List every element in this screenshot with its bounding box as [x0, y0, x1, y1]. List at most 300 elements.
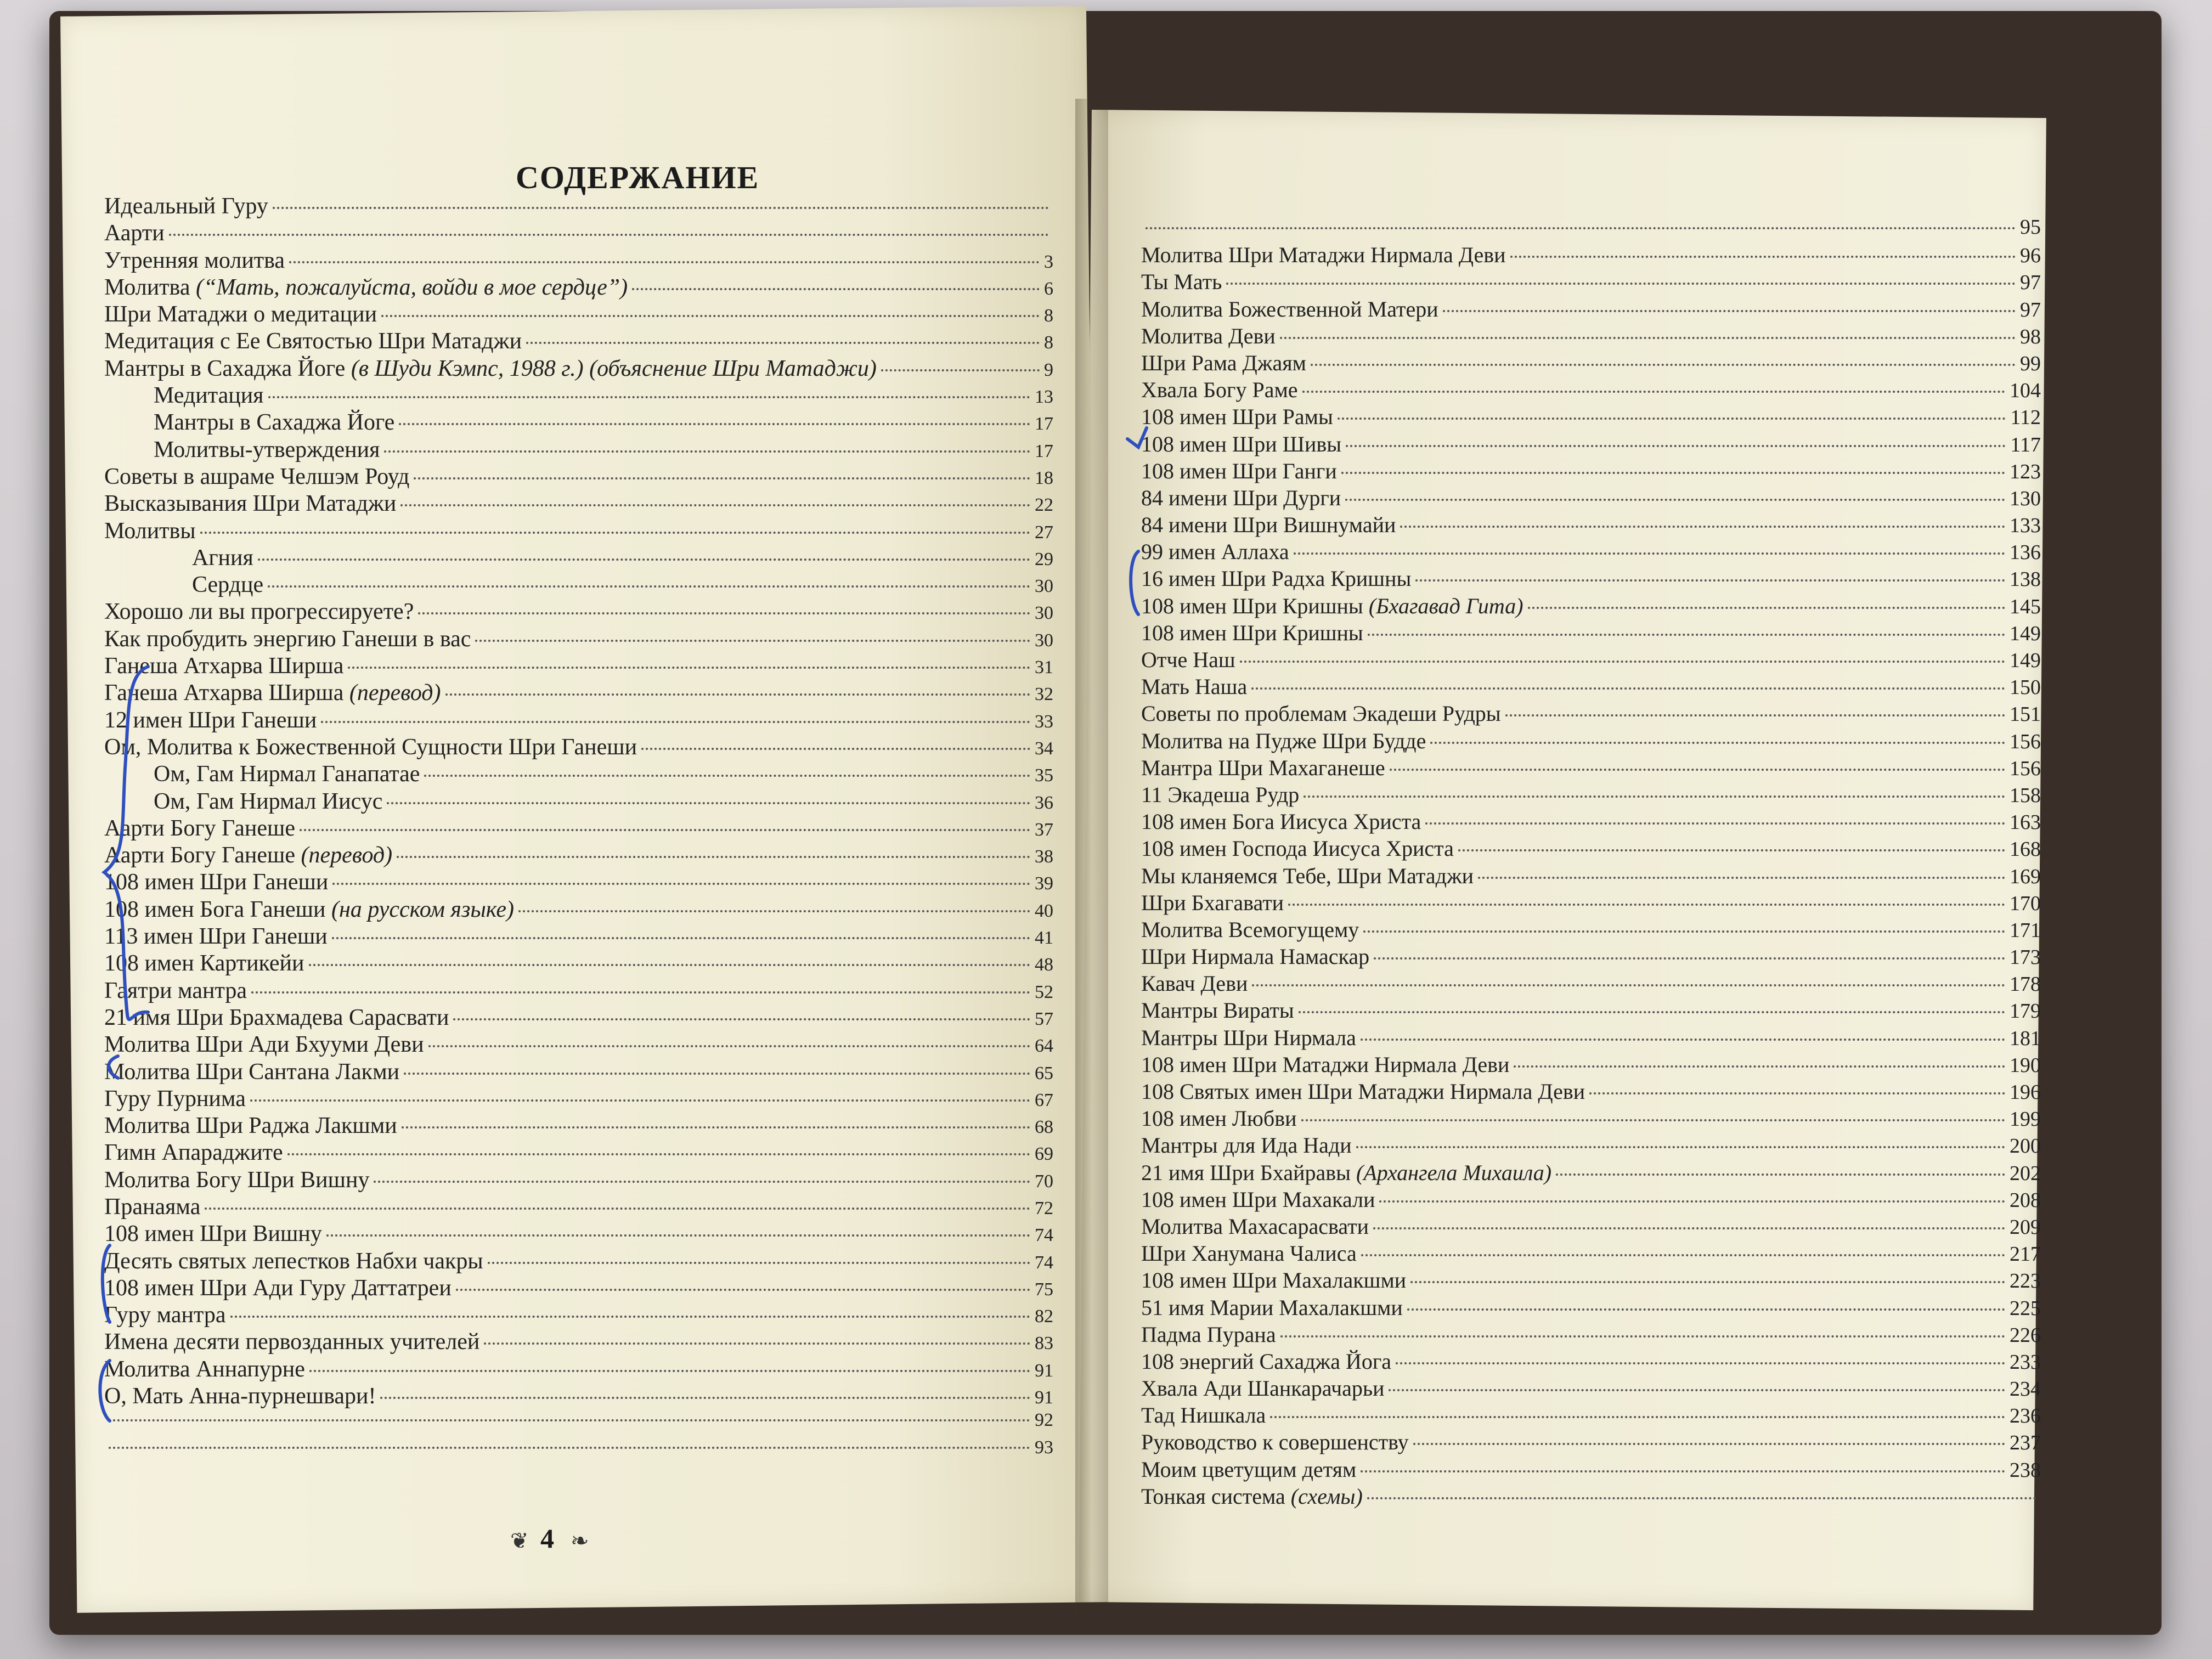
toc-entry-title: [104, 1302, 226, 1328]
toc-entry: [104, 1059, 1053, 1086]
toc-entry-page: 91: [1035, 1387, 1053, 1408]
toc-leader-dots: [1514, 1065, 2005, 1068]
toc-entry-title-text: Пранаяма: [104, 1194, 201, 1220]
toc-leader-dots: [1240, 661, 2005, 663]
toc-entry-page: 158: [2010, 783, 2041, 807]
toc-leader-dots: [1252, 984, 2005, 986]
toc-entry-title: [104, 599, 414, 625]
toc-entry: [1141, 782, 2041, 809]
toc-leader-dots: [1367, 1497, 2036, 1499]
toc-entry-title-text: Гуру Пурнима: [104, 1086, 246, 1111]
toc-entry-title-text: Шри Бхагавати: [1141, 890, 1284, 915]
toc-entry-page: 39: [1035, 873, 1053, 894]
toc-leader-dots: [348, 667, 1030, 669]
toc-leader-dots: [1458, 849, 2005, 851]
toc-entry-title-text: 84 имени Шри Вишнумайи: [1141, 512, 1396, 538]
toc-entry-title: [1141, 593, 1523, 619]
toc-entry-title: [1141, 512, 1396, 538]
toc-entry-page: 41: [1035, 928, 1053, 949]
toc-entry-page: 151: [2010, 703, 2041, 726]
toc-entry-page: 93: [1035, 1437, 1053, 1458]
toc-leader-dots: [1425, 822, 2005, 825]
toc-leader-dots: [1356, 1146, 2005, 1148]
toc-leader-dots: [251, 991, 1030, 994]
toc-entry-page: 17: [1035, 441, 1053, 461]
toc-entry-page: 40: [1035, 900, 1053, 921]
toc-leader-dots: [381, 315, 1040, 317]
toc-entry-title-text: 108 имен Любви: [1141, 1106, 1297, 1131]
toc-entry-page: 74: [1035, 1252, 1053, 1273]
toc-leader-dots: [332, 937, 1030, 939]
toc-entry-title: [1141, 1160, 1551, 1186]
toc-entry-page: 96: [2020, 244, 2041, 268]
toc-entry: [1141, 485, 2041, 512]
toc-entry-title-text: Мантры в Сахаджа Йоге: [154, 410, 395, 436]
toc-entry-title-text: Агния: [192, 545, 253, 571]
toc-entry: [1141, 1079, 2041, 1105]
toc-entry-title: [1141, 997, 1294, 1023]
toc-entry-page: 34: [1035, 738, 1053, 759]
toc-entry: [1141, 1375, 2041, 1402]
toc-entry-title-text: Молитва Шри Ади Бхууми Деви: [104, 1032, 424, 1058]
toc-leader-dots: [1280, 337, 2016, 339]
toc-entry-title: [104, 950, 304, 977]
toc-leader-dots: [321, 721, 1030, 723]
toc-entry-title: [104, 653, 343, 679]
toc-entry-page: 75: [1035, 1279, 1053, 1300]
toc-entry-page: 171: [2010, 918, 2041, 942]
toc-leader-dots: [169, 234, 1049, 236]
toc-leader-dots: [1280, 1335, 2005, 1338]
toc-entry-note: (перевод): [349, 680, 441, 706]
toc-entry-page: 234: [2010, 1378, 2041, 1401]
toc-entry-title-text: Падма Пурана: [1141, 1322, 1276, 1347]
toc-entry-title-text: Советы по проблемам Экадеши Рудры: [1141, 701, 1501, 726]
toc-leader-dots: [1288, 904, 2005, 906]
toc-entry-page: 33: [1035, 711, 1053, 732]
toc-entry-page: 17: [1035, 414, 1053, 435]
toc-entry-title-text: 108 имен Шри Махакали: [1141, 1187, 1375, 1212]
toc-leader-dots: [1478, 877, 2005, 879]
toc-entry-title: [1141, 1025, 1356, 1051]
toc-entry-title-text: Шри Нирмала Намаскар: [1141, 944, 1370, 969]
toc-entry: [104, 815, 1053, 842]
toc-entry-note: (на русском языке): [331, 896, 515, 922]
toc-entry-title: [104, 274, 628, 301]
toc-entry-page: 209: [2010, 1215, 2041, 1239]
toc-entry-title: [104, 1221, 322, 1247]
toc-entry-title-text: Идеальный Гуру: [104, 194, 268, 219]
toc-entry: [104, 1086, 1053, 1113]
toc-entry-title: [104, 1031, 424, 1058]
toc-leader-dots: [632, 288, 1040, 290]
toc-leader-dots: [414, 477, 1030, 479]
toc-leader-dots: [881, 369, 1040, 371]
toc-entry-note: (схемы): [1290, 1483, 1363, 1509]
toc-entry-title: [1141, 755, 1385, 781]
toc-entry: [1141, 1105, 2041, 1132]
toc-entry-title: [104, 978, 247, 1004]
toc-entry-title: [1141, 323, 1276, 349]
toc-entry-title-text: Шри Ханумана Чалиса: [1141, 1241, 1357, 1266]
toc-entry-title-text: Аарти: [104, 221, 165, 246]
toc-entry-page: 32: [1035, 684, 1053, 705]
toc-entry-title: [104, 220, 165, 246]
toc-entry-title: [1141, 350, 1306, 376]
toc-entry: [1141, 620, 2041, 647]
toc-leader-dots: [1400, 526, 2005, 528]
toc-entry-page: 31: [1035, 657, 1053, 678]
toc-entry-page: 145: [2010, 595, 2041, 618]
toc-entry: [104, 923, 1053, 950]
toc-entry: [104, 490, 1053, 517]
toc-entry-title: [104, 1005, 449, 1031]
toc-entry-page: 202: [2010, 1161, 2041, 1185]
toc-list-right: [1141, 215, 2041, 1510]
toc-entry: [1141, 512, 2041, 539]
toc-entry: [1141, 350, 2041, 377]
toc-leader-dots: [1361, 1039, 2005, 1041]
toc-entry-note: (перевод): [301, 843, 393, 868]
toc-entry-title-text: Мантра Шри Махаганеше: [1141, 755, 1385, 780]
toc-entry-page: 163: [2010, 811, 2041, 834]
toc-leader-dots: [424, 775, 1030, 777]
toc-entry-page: 22: [1035, 495, 1053, 516]
toc-leader-dots: [309, 964, 1030, 966]
toc-entry-title-text: Ты Мать: [1141, 269, 1222, 295]
toc-leader-dots: [1390, 769, 2005, 771]
toc-entry-title: [1141, 404, 1333, 430]
toc-entry-title-text: 108 имен Шри Ади Гуру Даттатреи: [104, 1275, 452, 1301]
toc-entry-page: 200: [2010, 1135, 2041, 1158]
toc-entry-page: 150: [2010, 676, 2041, 699]
toc-leader-dots: [1410, 1281, 2005, 1283]
toc-entry-title-text: Молитвы-утверждения: [154, 437, 380, 462]
toc-entry-title: [1141, 647, 1235, 673]
toc-entry-title-text: 99 имен Аллаха: [1141, 539, 1289, 565]
toc-entry-title-text: Мы кланяемся Тебе, Шри Матаджи: [1141, 863, 1474, 888]
toc-leader-dots: [1311, 364, 2016, 366]
toc-entry: [1141, 674, 2041, 701]
toc-entry-title: [104, 328, 522, 354]
toc-entry: [1141, 809, 2041, 836]
toc-entry-page: 83: [1035, 1333, 1053, 1354]
toc-leader-dots: [1345, 499, 2005, 501]
toc-entry-title-text: 84 имени Шри Дурги: [1141, 485, 1341, 510]
toc-entry-title-text: Имена десяти первозданных учителей: [104, 1329, 480, 1355]
toc-entry-title-text: 108 Святых имен Шри Матаджи Нирмала Деви: [1141, 1079, 1585, 1104]
toc-entry-title-text: 21 имя Шри Брахмадева Сарасвати: [104, 1005, 449, 1030]
toc-leader-dots: [109, 1447, 1030, 1449]
toc-entry: [1141, 836, 2041, 862]
toc-entry: [104, 761, 1053, 788]
toc-entry: [104, 1356, 1053, 1383]
toc-leader-dots: [400, 504, 1030, 506]
toc-entry: [1141, 377, 2041, 404]
toc-entry-title-text: 108 имен Шри Шивы: [1141, 431, 1342, 456]
toc-entry-title: [104, 464, 409, 490]
toc-entry-page: 173: [2010, 946, 2041, 969]
toc-entry-page: 208: [2010, 1188, 2041, 1212]
toc-entry-page: 3: [1044, 251, 1053, 272]
toc-entry-title: [1141, 836, 1454, 861]
toc-leader-dots: [1505, 714, 2005, 716]
toc-entry-page: 13: [1035, 387, 1053, 408]
toc-entry: [1141, 1402, 2041, 1429]
toc-entry-title-text: 12 имен Шри Ганеши: [104, 707, 317, 733]
toc-entry-title-text: 51 имя Марии Махалакшми: [1141, 1295, 1403, 1320]
toc-entry-title-text: 108 имен Шри Вишну: [104, 1221, 322, 1247]
toc-entry-page: 179: [2010, 1000, 2041, 1023]
toc-leader-dots: [1556, 1173, 2005, 1176]
toc-entry: [104, 545, 1053, 572]
toc-entry-title-text: Молитва Аннапурне: [104, 1356, 305, 1382]
toc-entry-title: [1141, 970, 1248, 996]
toc-entry-title-text: Мантры для Ида Нади: [1141, 1133, 1352, 1158]
toc-entry-page: 156: [2010, 730, 2041, 753]
toc-entry-title-text: Медитация: [154, 383, 264, 409]
toc-entry-page: 8: [1044, 306, 1053, 326]
toc-entry: [1141, 1187, 2041, 1214]
toc-entry-title: [104, 1194, 200, 1220]
toc-entry-title-text: Хвала Богу Раме: [1141, 377, 1298, 403]
toc-entry-title-text: 108 имен Шри Кришны: [1141, 620, 1363, 645]
toc-leader-dots: [268, 396, 1030, 398]
toc-entry: [104, 1383, 1053, 1410]
toc-entry: [104, 301, 1053, 328]
toc-entry-page: 217: [2010, 1243, 2041, 1266]
toc-entry-page: 18: [1035, 467, 1053, 488]
toc-entry: [1141, 970, 2041, 997]
toc-leader-dots: [445, 693, 1030, 696]
toc-entry: [1141, 296, 2041, 323]
toc-entry-title: [104, 1139, 283, 1166]
toc-leader-dots: [300, 829, 1030, 831]
toc-entry-title: [1141, 728, 1426, 754]
toc-entry: [104, 1005, 1053, 1031]
toc-entry-title-text: Молитва Шри Раджа Лакшми: [104, 1113, 397, 1139]
toc-entry-page: 138: [2010, 568, 2041, 591]
toc-leader-dots: [1589, 1092, 2005, 1094]
toc-entry-title-text: Шри Матаджи о медитации: [104, 302, 377, 328]
toc-entry-title: [1141, 296, 1438, 322]
toc-entry-title: [104, 490, 396, 517]
toc-leader-dots: [453, 1018, 1030, 1020]
toc-entry: [104, 274, 1053, 301]
toc-entry: [104, 328, 1053, 355]
toc-entry-title-text: Молитва Божественной Матери: [1141, 296, 1438, 321]
toc-entry-title-text: 11 Экадеша Рудр: [1141, 782, 1300, 807]
toc-entry-title: [104, 247, 285, 274]
toc-entry-title: [104, 707, 317, 733]
toc-leader-dots: [1270, 1416, 2005, 1418]
toc-entry: [1141, 701, 2041, 727]
toc-entry-title-text: Мантры Вираты: [1141, 998, 1294, 1023]
toc-entry-title: [192, 545, 253, 571]
toc-entry-title: [154, 788, 382, 815]
toc-leader-dots: [109, 1419, 1030, 1421]
toc-entry: [104, 1194, 1053, 1221]
toc-entry-title-text: Мантры Шри Нирмала: [1141, 1025, 1356, 1050]
toc-leader-dots: [1226, 283, 2016, 285]
toc-entry-title: [1141, 539, 1289, 565]
toc-entry-title: [1141, 566, 1411, 591]
toc-leader-dots: [250, 1099, 1030, 1102]
toc-entry-page: 149: [2010, 649, 2041, 672]
toc-entry: [1141, 1132, 2041, 1159]
toc-leader-dots: [1251, 687, 2005, 690]
toc-entry-title-text: Молитва Всемогущему: [1141, 917, 1359, 942]
toc-entry-title: [1141, 1375, 1384, 1401]
toc-entry: [1141, 863, 2041, 890]
toc-leader-dots: [326, 1234, 1030, 1237]
toc-entry-title: [104, 1275, 452, 1301]
toc-entry-title: [1141, 242, 1506, 268]
toc-leader-dots: [641, 748, 1030, 750]
toc-entry-title: [104, 1248, 483, 1274]
toc-entry: [104, 518, 1053, 545]
toc-entry-title: [1141, 269, 1222, 295]
toc-leader-dots: [309, 1370, 1030, 1372]
toc-entry-page: 30: [1035, 603, 1053, 624]
toc-entry: [1141, 1322, 2041, 1348]
toc-entry-page: 136: [2010, 541, 2041, 565]
toc-entry: [104, 680, 1053, 707]
toc-leader-dots: [1396, 1362, 2005, 1364]
toc-entry: [104, 1113, 1053, 1139]
toc-entry-page: 226: [2010, 1323, 2041, 1347]
toc-entry: [1141, 728, 2041, 755]
toc-entry-title: [104, 301, 377, 328]
toc-entry-page: 69: [1035, 1144, 1053, 1165]
toc-leader-dots: [402, 1126, 1030, 1128]
toc-leader-dots: [1146, 227, 2016, 229]
toc-entry-title: [1141, 1457, 1356, 1482]
toc-entry-title-text: Ганеша Атхарва Ширша: [104, 653, 344, 679]
toc-leader-dots: [1407, 1308, 2005, 1311]
toc-entry-title: [1141, 1267, 1406, 1293]
toc-entry-page: 74: [1035, 1225, 1053, 1246]
toc-entry-title: [1141, 782, 1299, 808]
toc-entry-title-text: Молитва Деви: [1141, 323, 1276, 348]
toc-entry: [104, 1167, 1053, 1194]
toc-leader-dots: [230, 1316, 1030, 1318]
toc-entry-title-text: Аарти Богу Ганеше: [104, 815, 296, 841]
toc-entry-title: [104, 356, 877, 382]
toc-entry-title-text: Как пробудить энергию Ганеши в вас: [104, 626, 471, 652]
toc-entry-page: 149: [2010, 622, 2041, 645]
toc-entry-page: 169: [2010, 865, 2041, 888]
toc-entry-title: [104, 1059, 399, 1085]
toc-entry: [104, 193, 1053, 220]
toc-entry-page: 37: [1035, 819, 1053, 840]
toc-entry-title: [104, 518, 196, 544]
toc-leader-dots: [287, 1153, 1030, 1155]
toc-entry-page: 156: [2010, 757, 2041, 780]
toc-entry-title: [1141, 674, 1247, 699]
toc-entry: [1141, 458, 2041, 485]
toc-entry-title: [104, 1383, 376, 1409]
toc-entry-title: [192, 572, 263, 598]
toc-entry: [104, 1302, 1053, 1329]
toc-entry-page: 95: [2020, 216, 2041, 239]
toc-entry-page: 130: [2010, 487, 2041, 510]
toc-entry-title-text: Молитва Богу Шри Вишну: [104, 1167, 370, 1193]
toc-entry-title: [1141, 809, 1421, 834]
toc-entry: [1141, 1214, 2041, 1240]
toc-entry: [104, 978, 1053, 1005]
toc-entry-title-text: Гаятри мантра: [104, 978, 247, 1003]
toc-entry: [1141, 944, 2041, 970]
toc-leader-dots: [1363, 930, 2005, 933]
toc-entry: [104, 1275, 1053, 1302]
toc-entry-note: (в Шуди Кэмпс, 1988 г.) (объяснение Шри Матаджи): [351, 356, 877, 381]
toc-entry-title-text: 108 имен Бога Иисуса Христа: [1141, 809, 1421, 834]
toc-entry: [104, 382, 1053, 409]
toc-entry-title-text: 108 имен Картикейи: [104, 951, 304, 977]
toc-entry-title-text: Высказывания Шри Матаджи: [104, 491, 397, 517]
toc-entry-title-text: Молитва Махасарасвати: [1141, 1214, 1369, 1239]
toc-leader-dots: [374, 1181, 1030, 1183]
toc-entry: [1141, 917, 2041, 944]
toc-entry: [104, 1437, 1053, 1464]
toc-leader-dots: [428, 1045, 1030, 1047]
toc-entry-page: 68: [1035, 1117, 1053, 1138]
toc-entry-page: 67: [1035, 1090, 1053, 1110]
toc-entry-title-text: Отче Наш: [1141, 647, 1235, 672]
toc-leader-dots: [200, 532, 1030, 534]
toc-entry: [104, 950, 1053, 977]
toc-entry-title: [104, 896, 514, 923]
toc-leader-dots: [205, 1207, 1030, 1210]
toc-entry-page: 104: [2010, 379, 2041, 403]
toc-leader-dots: [387, 802, 1030, 804]
toc-leader-dots: [380, 1397, 1030, 1399]
toc-entry-title: [104, 923, 328, 950]
toc-entry-title: [104, 1086, 246, 1112]
toc-leader-dots: [273, 207, 1049, 209]
toc-entry-title-text: 108 имен Бога Ганеши: [104, 896, 331, 922]
toc-entry-title: [1141, 863, 1474, 889]
toc-entry-page: 99: [2020, 352, 2041, 375]
toc-entry: [1141, 1429, 2041, 1456]
toc-leader-dots: [488, 1262, 1030, 1264]
toc-leader-dots: [289, 261, 1040, 263]
toc-entry-title: [104, 1356, 305, 1383]
toc-entry-title-text: 113 имен Шри Ганеши: [104, 924, 328, 950]
toc-entry: [1141, 1295, 2041, 1322]
toc-entry: [104, 409, 1053, 436]
toc-entry-title-text: Гуру мантра: [104, 1302, 226, 1328]
toc-entry: [104, 896, 1053, 923]
toc-leader-dots: [332, 883, 1030, 885]
toc-entry: [104, 464, 1053, 490]
toc-entry-title: [1141, 1295, 1403, 1321]
toc-entry-title-text: Тонкая система: [1141, 1483, 1291, 1509]
toc-entry-page: 30: [1035, 576, 1053, 597]
toc-leader-dots: [418, 612, 1030, 614]
toc-entry-title: [1141, 1187, 1375, 1212]
toc-entry-title-text: Хорошо ли вы прогрессируете?: [104, 599, 414, 625]
toc-leader-dots: [1413, 1443, 2005, 1445]
toc-entry: [1141, 1160, 2041, 1187]
toc-entry-note: (Бхагавад Гита): [1368, 593, 1523, 618]
toc-entry-title: [104, 626, 471, 652]
toc-entry-page: 8: [1044, 332, 1053, 353]
toc-entry-title-text: 108 имен Господа Иисуса Христа: [1141, 836, 1454, 861]
toc-entry-title: [104, 1113, 397, 1139]
toc-entry-title: [1141, 1322, 1276, 1347]
